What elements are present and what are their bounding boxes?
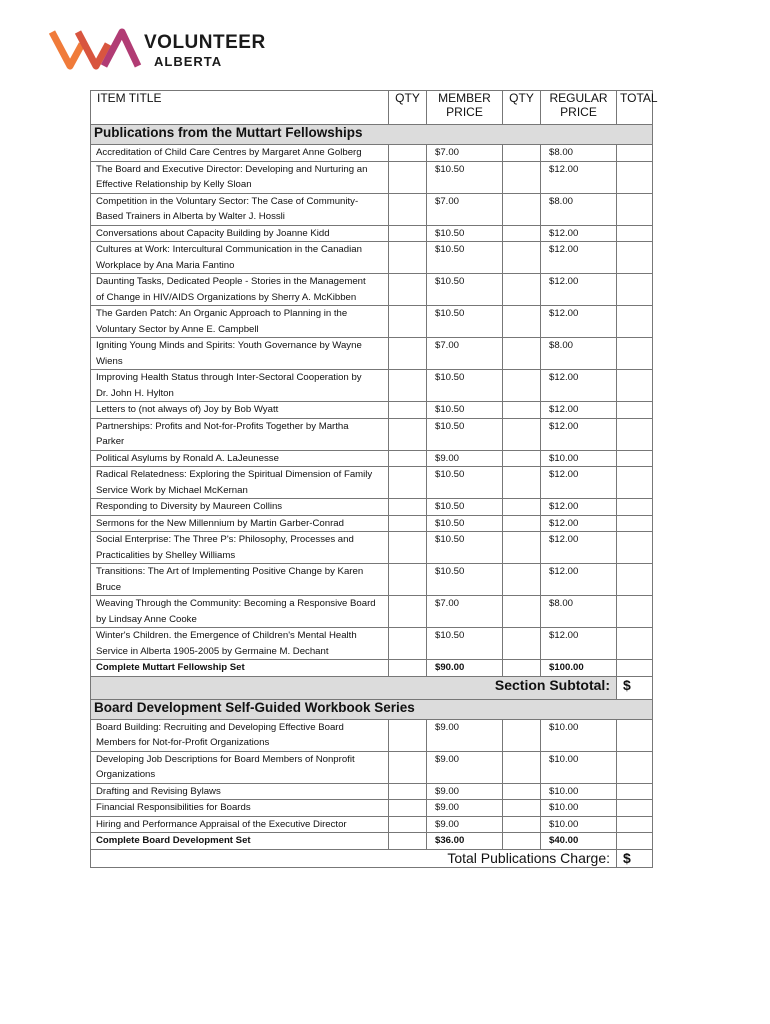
publication-row <box>91 783 653 800</box>
regular-price <box>541 783 617 800</box>
cell-line: $9.00 <box>435 785 460 797</box>
regular-qty-input[interactable] <box>503 751 541 783</box>
cell-line: Conversations about Capacity Building by Joanne Kidd <box>96 227 330 239</box>
member-qty-input[interactable] <box>389 564 427 596</box>
regular-price <box>541 450 617 467</box>
total-value[interactable]: $ <box>617 849 653 867</box>
cell-line: Developing Job Descriptions for Board Members of Nonprofit <box>96 753 355 765</box>
cell-line: $12.00 <box>549 566 579 577</box>
regular-qty-input[interactable] <box>503 833 541 850</box>
cell-line: $10.50 <box>435 244 465 255</box>
regular-qty-input[interactable] <box>503 515 541 532</box>
header-total: TOTAL <box>617 91 653 125</box>
cell-line: of Change in HIV/AIDS Organizations by Sherry A. McKibben <box>96 291 357 303</box>
set-title: Complete Board Development Set <box>91 833 389 850</box>
regular-qty-input[interactable] <box>503 564 541 596</box>
row-total-cell[interactable] <box>617 161 653 193</box>
regular-qty-input[interactable] <box>503 719 541 751</box>
item-title <box>91 338 389 370</box>
row-total-cell[interactable] <box>617 628 653 660</box>
item-title <box>91 242 389 274</box>
item-title <box>91 564 389 596</box>
member-price <box>427 628 503 660</box>
cell-line: $10.50 <box>435 501 465 512</box>
regular-qty-input[interactable] <box>503 532 541 564</box>
publications-order-table <box>90 90 658 868</box>
member-price <box>427 564 503 596</box>
cell-line: $12.00 <box>549 308 579 319</box>
row-total-cell[interactable] <box>617 467 653 499</box>
cell-line: Parker <box>96 436 125 447</box>
cell-line: $12.00 <box>549 163 579 175</box>
cell-line: $10.00 <box>549 452 579 464</box>
row-total-cell[interactable] <box>617 274 653 306</box>
row-total-cell[interactable] <box>617 418 653 450</box>
row-total-cell[interactable] <box>617 564 653 596</box>
item-title <box>91 418 389 450</box>
member-qty-input[interactable] <box>389 242 427 274</box>
cell-line: Workplace by Ana Maria Fantino <box>96 259 235 271</box>
regular-qty-input[interactable] <box>503 628 541 660</box>
member-qty-input[interactable] <box>389 338 427 370</box>
cell-line: Board Building: Recruiting and Developing Effective Board <box>96 721 344 733</box>
cell-line: Partnerships: Profits and Not-for-Profits Together by Martha <box>96 420 349 432</box>
member-price <box>427 338 503 370</box>
publication-row <box>91 751 653 783</box>
member-price <box>427 161 503 193</box>
row-total-cell[interactable] <box>617 499 653 516</box>
publication-row <box>91 418 653 450</box>
complete-set-row <box>91 833 653 850</box>
row-total-cell[interactable] <box>617 370 653 402</box>
cell-line: $8.00 <box>549 147 574 158</box>
item-title <box>91 193 389 225</box>
cell-line: Practicalities by Shelley Williams <box>96 549 236 561</box>
row-total-cell[interactable] <box>617 532 653 564</box>
regular-qty-input[interactable] <box>503 193 541 225</box>
member-qty-input[interactable] <box>389 274 427 306</box>
cell-line: $12.00 <box>549 404 579 415</box>
regular-price <box>541 816 617 833</box>
logo-text-volunteer: VOLUNTEER <box>144 32 266 53</box>
member-price <box>427 515 503 532</box>
set-member-price: $36.00 <box>427 833 503 850</box>
regular-qty-input[interactable] <box>503 225 541 242</box>
regular-qty-input[interactable] <box>503 338 541 370</box>
member-price <box>427 751 503 783</box>
member-price <box>427 450 503 467</box>
regular-price <box>541 225 617 242</box>
cell-line: $10.50 <box>435 630 465 641</box>
cell-line: Wiens <box>96 355 123 367</box>
row-total-cell[interactable] <box>617 515 653 532</box>
cell-line: by Lindsay Anne Cooke <box>96 613 197 625</box>
publication-row <box>91 450 653 467</box>
row-total-cell[interactable] <box>617 402 653 419</box>
cell-line: $10.50 <box>435 163 465 175</box>
cell-line: $7.00 <box>435 195 460 207</box>
cell-line: Organizations <box>96 769 156 780</box>
publication-row <box>91 467 653 499</box>
cell-line: Hiring and Performance Appraisal of the Executive Director <box>96 818 347 830</box>
section-header-row <box>91 699 653 719</box>
header-member-price: MEMBER PRICE <box>427 91 503 125</box>
member-qty-input[interactable] <box>389 402 427 419</box>
regular-qty-input[interactable] <box>503 402 541 419</box>
cell-line: Service in Alberta 1905-2005 by Germaine M. Dechant <box>96 645 329 657</box>
member-qty-input[interactable] <box>389 450 427 467</box>
item-title <box>91 467 389 499</box>
regular-price <box>541 499 617 516</box>
regular-price <box>541 306 617 338</box>
member-price <box>427 274 503 306</box>
cell-line: Accreditation of Child Care Centres by Margaret Anne Golberg <box>96 147 362 158</box>
member-qty-input[interactable] <box>389 800 427 817</box>
cell-line: Service Work by Michael McKernan <box>96 484 248 496</box>
publication-row <box>91 193 653 225</box>
publication-row <box>91 564 653 596</box>
member-qty-input[interactable] <box>389 816 427 833</box>
row-total-cell[interactable] <box>617 338 653 370</box>
cell-line: $10.00 <box>549 802 579 813</box>
cell-line: Political Asylums by Ronald A. LaJeunesse <box>96 452 279 464</box>
cell-line: $9.00 <box>435 721 460 733</box>
item-title <box>91 596 389 628</box>
cell-line: $8.00 <box>549 340 574 351</box>
regular-price <box>541 161 617 193</box>
cell-line: The Board and Executive Director: Developing and Nurturing an <box>96 163 368 175</box>
item-title <box>91 402 389 419</box>
cell-line: Improving Health Status through Inter-Sectoral Cooperation by <box>96 372 362 383</box>
member-price <box>427 532 503 564</box>
cell-line: $10.00 <box>549 721 579 733</box>
member-qty-input[interactable] <box>389 515 427 532</box>
regular-price <box>541 467 617 499</box>
subtotal-value[interactable]: $ <box>617 676 653 699</box>
publication-row <box>91 719 653 751</box>
cell-line: Sermons for the New Millennium by Martin Garber-Conrad <box>96 517 344 529</box>
member-qty-input[interactable] <box>389 751 427 783</box>
member-price <box>427 719 503 751</box>
regular-price <box>541 418 617 450</box>
member-qty-input[interactable] <box>389 596 427 628</box>
cell-line: $12.00 <box>549 227 579 239</box>
cell-line: $12.00 <box>549 469 579 480</box>
regular-price <box>541 719 617 751</box>
publication-row <box>91 800 653 817</box>
publication-row <box>91 370 653 402</box>
item-title <box>91 145 389 162</box>
section-header-row <box>91 125 653 145</box>
item-title <box>91 450 389 467</box>
member-price <box>427 499 503 516</box>
subtotal-label: Section Subtotal: <box>91 676 617 699</box>
row-total-cell[interactable] <box>617 833 653 850</box>
row-total-cell[interactable] <box>617 719 653 751</box>
total-charge-row <box>91 849 653 867</box>
member-price <box>427 800 503 817</box>
regular-price <box>541 532 617 564</box>
cell-line: $8.00 <box>549 598 574 609</box>
regular-price <box>541 402 617 419</box>
cell-line: $10.50 <box>435 420 465 432</box>
item-title <box>91 628 389 660</box>
publication-row <box>91 225 653 242</box>
member-price <box>427 225 503 242</box>
member-price <box>427 193 503 225</box>
cell-line: $12.00 <box>549 630 579 641</box>
member-qty-input[interactable] <box>389 193 427 225</box>
member-qty-input[interactable] <box>389 833 427 850</box>
cell-line: $8.00 <box>549 195 574 207</box>
regular-qty-input[interactable] <box>503 783 541 800</box>
regular-price <box>541 628 617 660</box>
row-total-cell[interactable] <box>617 783 653 800</box>
cell-line: Igniting Young Minds and Spirits: Youth Governance by Wayne <box>96 340 362 351</box>
cell-line: Radical Relatedness: Exploring the Spiritual Dimension of Family <box>96 469 373 480</box>
regular-price <box>541 751 617 783</box>
cell-line: $12.00 <box>549 517 579 529</box>
row-total-cell[interactable] <box>617 816 653 833</box>
member-qty-input[interactable] <box>389 306 427 338</box>
member-qty-input[interactable] <box>389 225 427 242</box>
cell-line: $7.00 <box>435 598 460 609</box>
regular-qty-input[interactable] <box>503 660 541 677</box>
cell-line: Dr. John H. Hylton <box>96 387 174 399</box>
cell-line: Responding to Diversity by Maureen Collins <box>96 501 283 512</box>
member-price <box>427 402 503 419</box>
row-total-cell[interactable] <box>617 225 653 242</box>
item-title <box>91 800 389 817</box>
cell-line: $12.00 <box>549 372 579 383</box>
member-qty-input[interactable] <box>389 660 427 677</box>
regular-price <box>541 193 617 225</box>
member-qty-input[interactable] <box>389 628 427 660</box>
item-title <box>91 751 389 783</box>
regular-qty-input[interactable] <box>503 274 541 306</box>
cell-line: $7.00 <box>435 147 460 158</box>
cell-line: Winter's Children. the Emergence of Children's Mental Health <box>96 630 357 641</box>
cell-line: $10.50 <box>435 404 465 415</box>
set-regular-price: $40.00 <box>541 833 617 850</box>
regular-price <box>541 596 617 628</box>
publication-row <box>91 499 653 516</box>
regular-qty-input[interactable] <box>503 596 541 628</box>
cell-line: Voluntary Sector by Anne E. Campbell <box>96 323 259 335</box>
regular-qty-input[interactable] <box>503 306 541 338</box>
cell-line: $7.00 <box>435 340 460 351</box>
member-qty-input[interactable] <box>389 467 427 499</box>
publication-row <box>91 628 653 660</box>
item-title <box>91 161 389 193</box>
regular-qty-input[interactable] <box>503 418 541 450</box>
item-title <box>91 499 389 516</box>
regular-price <box>541 800 617 817</box>
row-total-cell[interactable] <box>617 450 653 467</box>
cell-line: $10.50 <box>435 534 465 545</box>
publication-row <box>91 306 653 338</box>
cell-line: $10.00 <box>549 785 579 797</box>
cell-line: Transitions: The Art of Implementing Positive Change by Karen <box>96 566 364 577</box>
header-qty-regular: QTY <box>503 91 541 125</box>
publication-row <box>91 161 653 193</box>
publication-row <box>91 274 653 306</box>
cell-line: Competition in the Voluntary Sector: The Case of Community- <box>96 195 359 207</box>
volunteer-alberta-logo <box>48 26 278 74</box>
member-qty-input[interactable] <box>389 783 427 800</box>
complete-set-row <box>91 660 653 677</box>
item-title <box>91 816 389 833</box>
item-title <box>91 783 389 800</box>
publication-row <box>91 596 653 628</box>
regular-price <box>541 145 617 162</box>
cell-line: $9.00 <box>435 753 460 765</box>
publication-row <box>91 816 653 833</box>
cell-line: Financial Responsibilities for Boards <box>96 802 251 813</box>
va-logo-mark-icon <box>48 26 144 74</box>
publication-row <box>91 532 653 564</box>
member-price <box>427 370 503 402</box>
member-qty-input[interactable] <box>389 370 427 402</box>
cell-line: $10.50 <box>435 276 465 287</box>
member-qty-input[interactable] <box>389 719 427 751</box>
member-qty-input[interactable] <box>389 499 427 516</box>
member-qty-input[interactable] <box>389 418 427 450</box>
cell-line: $12.00 <box>549 501 579 512</box>
member-qty-input[interactable] <box>389 532 427 564</box>
section-subtotal-row <box>91 676 653 699</box>
cell-line: $9.00 <box>435 802 460 813</box>
cell-line: $9.00 <box>435 452 460 464</box>
section-title: Publications from the Muttart Fellowships <box>91 125 653 145</box>
regular-qty-input[interactable] <box>503 145 541 162</box>
cell-line: Weaving Through the Community: Becoming a Responsive Board <box>96 598 376 609</box>
publication-row <box>91 515 653 532</box>
cell-line: $12.00 <box>549 534 579 545</box>
regular-price <box>541 370 617 402</box>
cell-line: Effective Relationship by Kelly Sloan <box>96 179 252 190</box>
regular-qty-input[interactable] <box>503 800 541 817</box>
cell-line: $9.00 <box>435 818 460 830</box>
member-price <box>427 596 503 628</box>
cell-line: $10.00 <box>549 753 579 765</box>
regular-price <box>541 338 617 370</box>
regular-price <box>541 515 617 532</box>
item-title <box>91 515 389 532</box>
cell-line: Letters to (not always of) Joy by Bob Wyatt <box>96 404 279 415</box>
row-total-cell[interactable] <box>617 145 653 162</box>
regular-qty-input[interactable] <box>503 242 541 274</box>
cell-line: $10.50 <box>435 517 465 529</box>
cell-line: $10.50 <box>435 308 465 319</box>
regular-price <box>541 274 617 306</box>
member-price <box>427 783 503 800</box>
header-regular-price: REGULAR PRICE <box>541 91 617 125</box>
logo-text-alberta: ALBERTA <box>154 54 223 69</box>
set-title: Complete Muttart Fellowship Set <box>91 660 389 677</box>
total-label: Total Publications Charge: <box>91 849 617 867</box>
member-price <box>427 816 503 833</box>
cell-line: $12.00 <box>549 276 579 287</box>
row-total-cell[interactable] <box>617 660 653 677</box>
row-total-cell[interactable] <box>617 306 653 338</box>
member-price <box>427 145 503 162</box>
publication-row <box>91 145 653 162</box>
member-price <box>427 418 503 450</box>
header-item-title: ITEM TITLE <box>91 91 389 125</box>
publication-row <box>91 338 653 370</box>
member-price <box>427 306 503 338</box>
member-price <box>427 467 503 499</box>
cell-line: The Garden Patch: An Organic Approach to Planning in the <box>96 308 348 319</box>
item-title <box>91 532 389 564</box>
cell-line: $12.00 <box>549 244 579 255</box>
section-title: Board Development Self-Guided Workbook Series <box>91 699 653 719</box>
publication-row <box>91 402 653 419</box>
cell-line: Cultures at Work: Intercultural Communication in the Canadian <box>96 244 362 255</box>
regular-qty-input[interactable] <box>503 816 541 833</box>
regular-qty-input[interactable] <box>503 161 541 193</box>
member-qty-input[interactable] <box>389 161 427 193</box>
cell-line: $12.00 <box>549 420 579 432</box>
row-total-cell[interactable] <box>617 800 653 817</box>
publication-row <box>91 242 653 274</box>
cell-line: $10.50 <box>435 227 465 239</box>
item-title <box>91 719 389 751</box>
cell-line: $10.50 <box>435 566 465 577</box>
cell-line: $10.50 <box>435 469 465 480</box>
header-qty-member: QTY <box>389 91 427 125</box>
cell-line: $10.50 <box>435 372 465 383</box>
row-total-cell[interactable] <box>617 193 653 225</box>
regular-qty-input[interactable] <box>503 370 541 402</box>
cell-line: $10.00 <box>549 818 579 830</box>
member-price <box>427 242 503 274</box>
item-title <box>91 306 389 338</box>
row-total-cell[interactable] <box>617 596 653 628</box>
regular-price <box>541 564 617 596</box>
member-qty-input[interactable] <box>389 145 427 162</box>
regular-qty-input[interactable] <box>503 499 541 516</box>
cell-line: Drafting and Revising Bylaws <box>96 785 221 797</box>
cell-line: Social Enterprise: The Three P's: Philosophy, Processes and <box>96 534 354 545</box>
set-regular-price: $100.00 <box>541 660 617 677</box>
item-title <box>91 274 389 306</box>
cell-line: Bruce <box>96 581 122 593</box>
set-member-price: $90.00 <box>427 660 503 677</box>
table-header-row <box>91 91 653 125</box>
row-total-cell[interactable] <box>617 751 653 783</box>
regular-qty-input[interactable] <box>503 467 541 499</box>
cell-line: Based Trainers in Alberta by Walter J. Hossli <box>96 211 285 222</box>
regular-qty-input[interactable] <box>503 450 541 467</box>
item-title <box>91 225 389 242</box>
regular-price <box>541 242 617 274</box>
item-title <box>91 370 389 402</box>
cell-line: Daunting Tasks, Dedicated People - Stories in the Management <box>96 276 366 287</box>
row-total-cell[interactable] <box>617 242 653 274</box>
cell-line: Members for Not-for-Profit Organizations <box>96 737 270 748</box>
